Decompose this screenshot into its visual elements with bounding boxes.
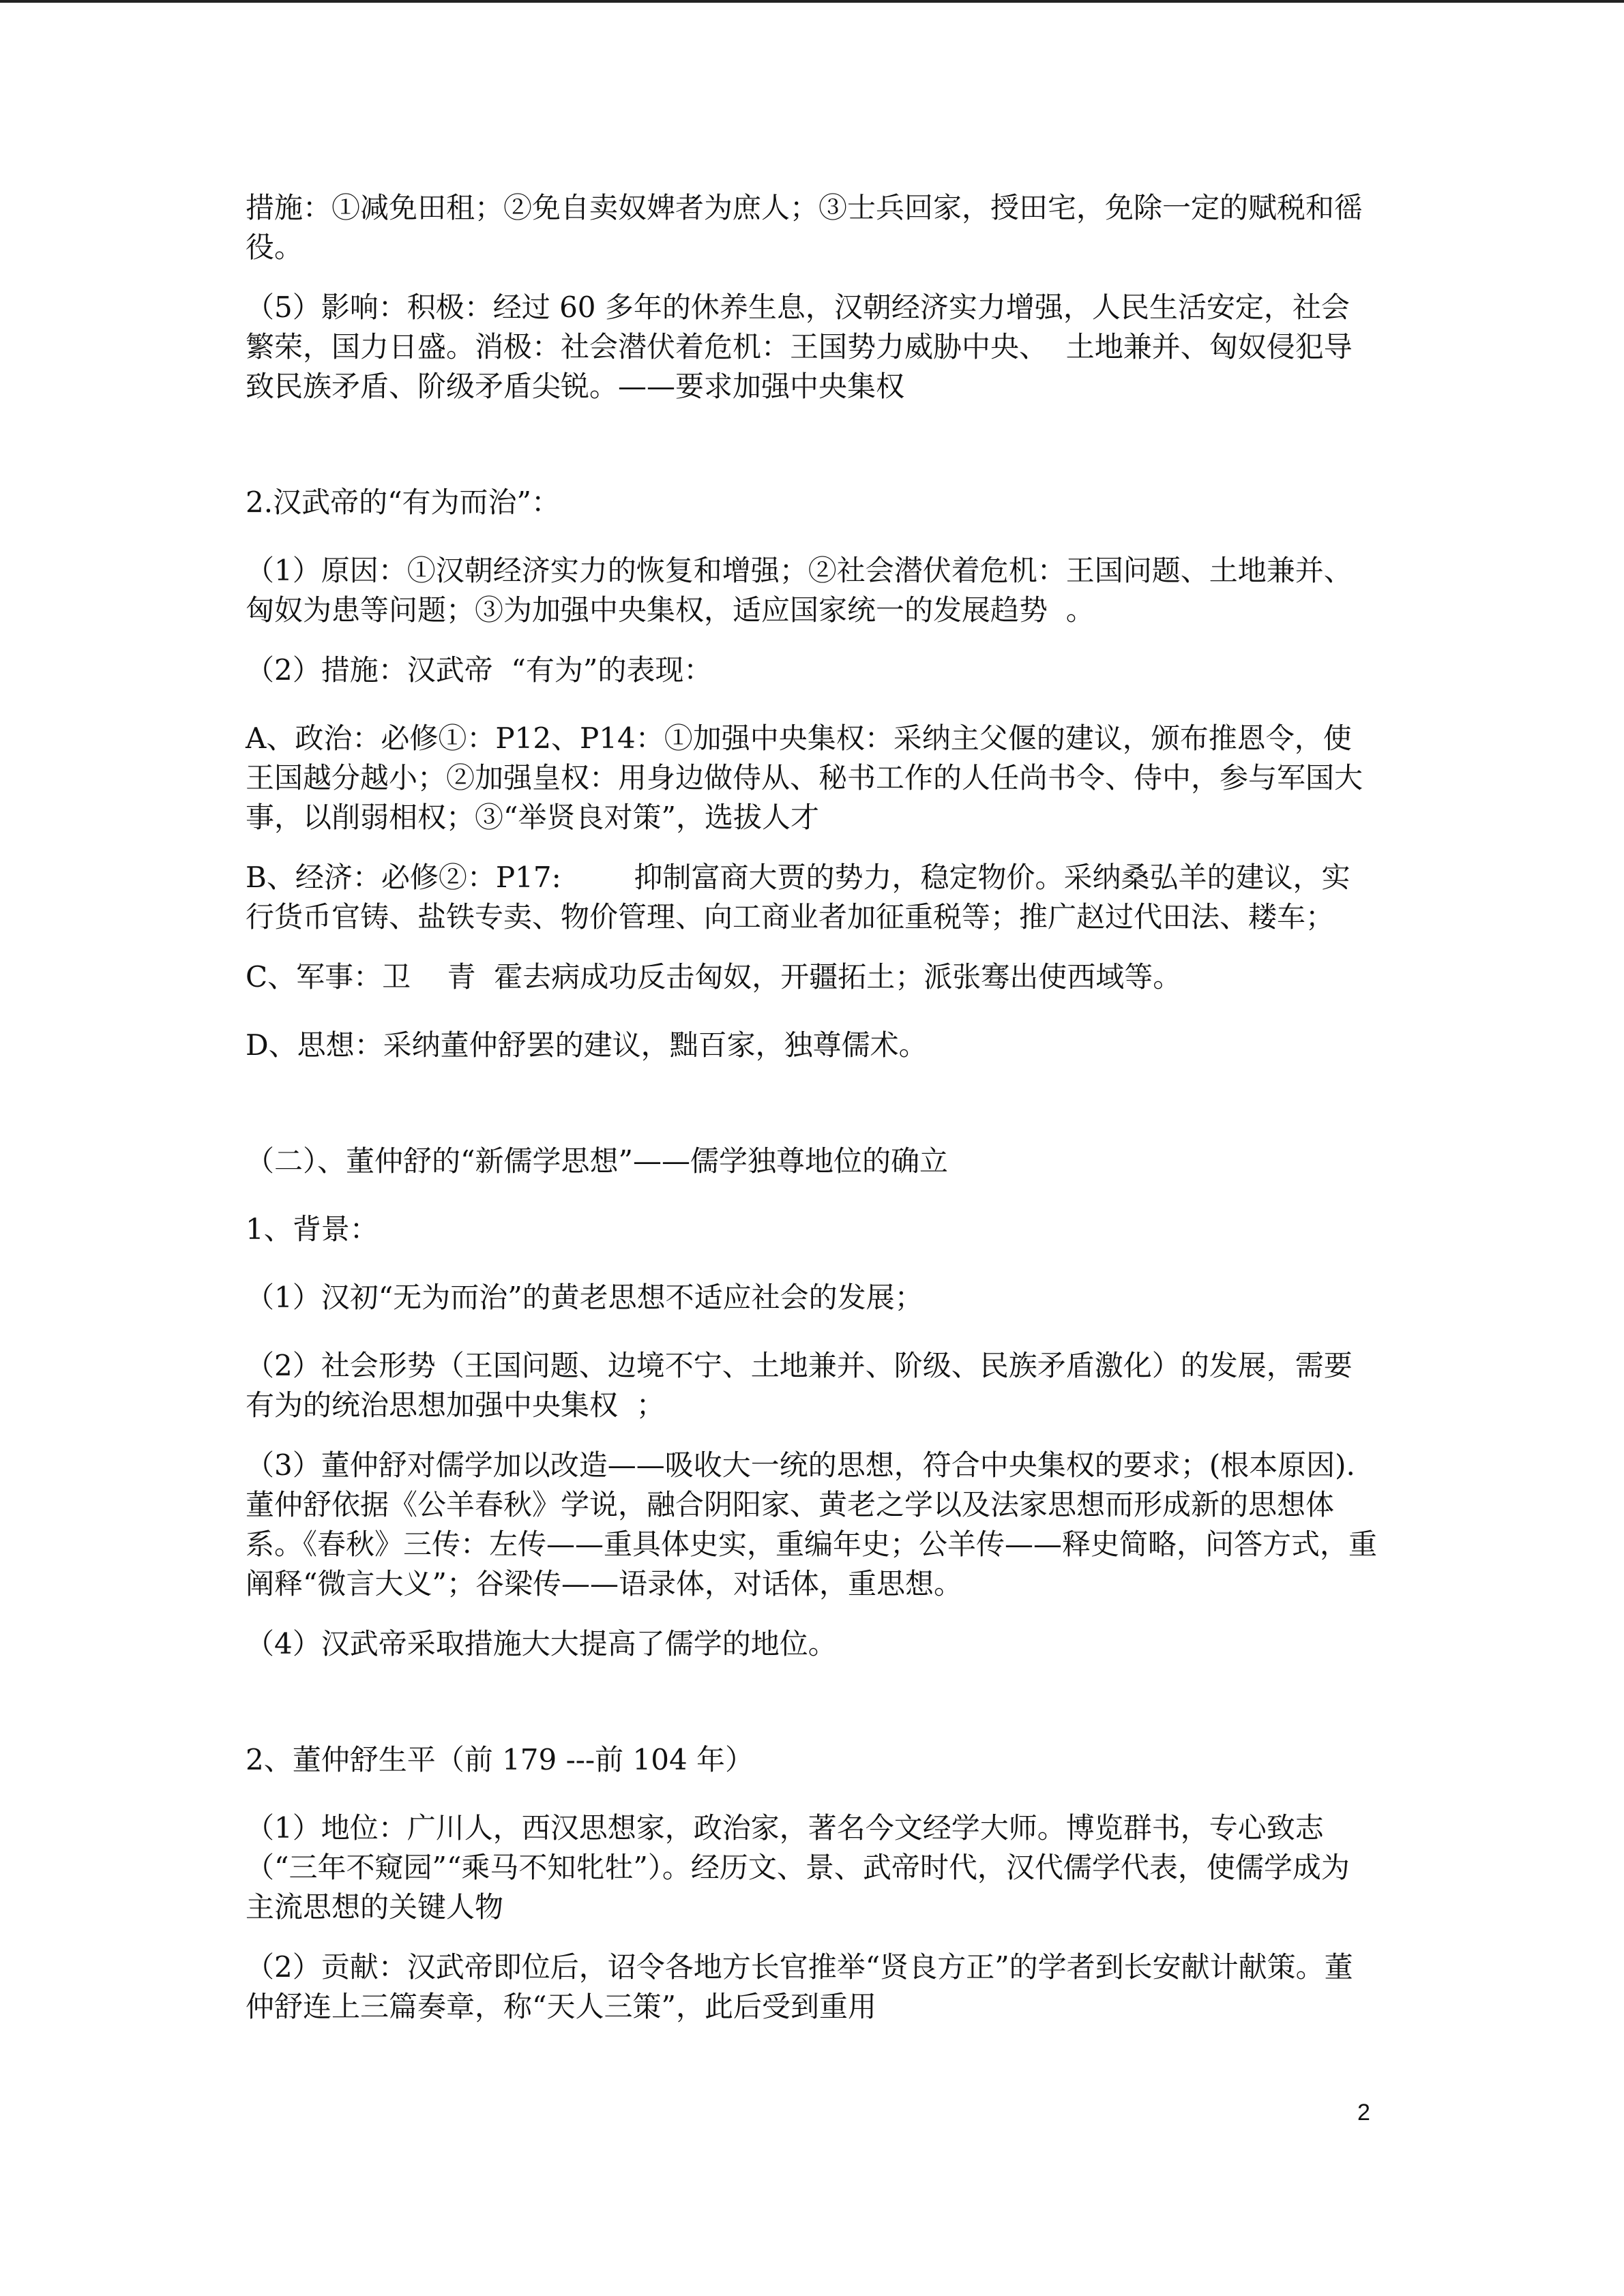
paragraph-measures: 措施：①减免田租；②免自卖奴婢者为庶人；③士兵回家，授田宅，免除一定的赋税和徭役。 — [246, 191, 1363, 264]
page-number: 2 — [1357, 2100, 1370, 2126]
page-top-rule — [0, 0, 1624, 3]
paragraph-background-1: （1）汉初“无为而治”的黄老思想不适应社会的发展； — [246, 1281, 924, 1314]
subheading-biography: 2、董仲舒生平（前 179 ---前 104 年） — [246, 1743, 754, 1776]
paragraph-reasons: （1）原因：①汉朝经济实力的恢复和增强；②社会潜伏着危机：王国问题、土地兼并、匈奴为患等问题；③为加强中央集权，适应国家统一的发展趋势 。 — [246, 554, 1353, 627]
document-body — [246, 188, 1378, 2027]
paragraph-status: （1）地位：广川人，西汉思想家，政治家，著名今文经学大师。博览群书，专心致志（“三年不窥园”“乘马不知牝牡”）。经历文、景、武帝时代，汉代儒学代表，使儒学成为主流思想的关键人物 — [246, 1811, 1350, 1924]
paragraph-economy: B、经济：必修②：P17: 抑制富商大贾的势力，稳定物价。采纳桑弘羊的建议，实行货币官铸、盐铁专卖、物价管理、向工商业者加征重税等；推广赵过代田法、耧车； — [246, 861, 1350, 934]
paragraph-thought: D、思想：采纳董仲舒罢的建议，黜百家，独尊儒术。 — [246, 1028, 928, 1062]
paragraph-military: C、军事：卫 青 霍去病成功反击匈奴，开疆拓土；派张骞出使西域等。 — [246, 960, 1182, 994]
paragraph-contribution: （2）贡献：汉武帝即位后，诏令各地方长官推举“贤良方正”的学者到长安献计献策。董仲舒连上三篇奏章，称“天人三策”，此后受到重用 — [246, 1950, 1353, 2023]
paragraph-background-2: （2）社会形势（王国问题、边境不宁、土地兼并、阶级、民族矛盾激化）的发展，需要有为的统治思想加强中央集权 ； — [246, 1349, 1353, 1422]
paragraph-impact: （5）影响：积极：经过 60 多年的休养生息，汉朝经济实力增强，人民生活安定，社会繁荣，国力日盛。消极：社会潜伏着危机：王国势力威胁中央、 土地兼并、匈奴侵犯导致民族矛盾、阶级矛盾尖锐。——要求加强中央集权 — [246, 290, 1353, 403]
section-heading-wudi: 2.汉武帝的“有为而治”： — [246, 486, 561, 519]
paragraph-measures-heading: （2）措施：汉武帝 “有为”的表现： — [246, 653, 713, 687]
paragraph-background-3: （3）董仲舒对儒学加以改造——吸收大一统的思想，符合中央集权的要求；(根本原因).董仲舒依据《公羊春秋》学说，融合阴阳家、黄老之学以及法家思想而形成新的思想体系。《春秋》三传：左传——重具体史实，重编年史；公羊传——释史简略，问答方式，重阐释“微言大义”；谷梁传——语录体，对话体，重思想。 — [246, 1448, 1378, 1600]
paragraph-politics: A、政治：必修①：P12、P14：①加强中央集权：采纳主父偃的建议，颁布推恩令，使王国越分越小；②加强皇权：用身边做侍从、秘书工作的人任尚书令、侍中，参与军国大事，以削弱相权；③“举贤良对策”，选拔人才 — [246, 721, 1363, 834]
section-heading-dong: （二）、董仲舒的“新儒学思想”——儒学独尊地位的确立 — [246, 1144, 948, 1178]
paragraph-background-4: （4）汉武帝采取措施大大提高了儒学的地位。 — [246, 1627, 837, 1660]
subheading-background: 1、背景： — [246, 1212, 379, 1246]
